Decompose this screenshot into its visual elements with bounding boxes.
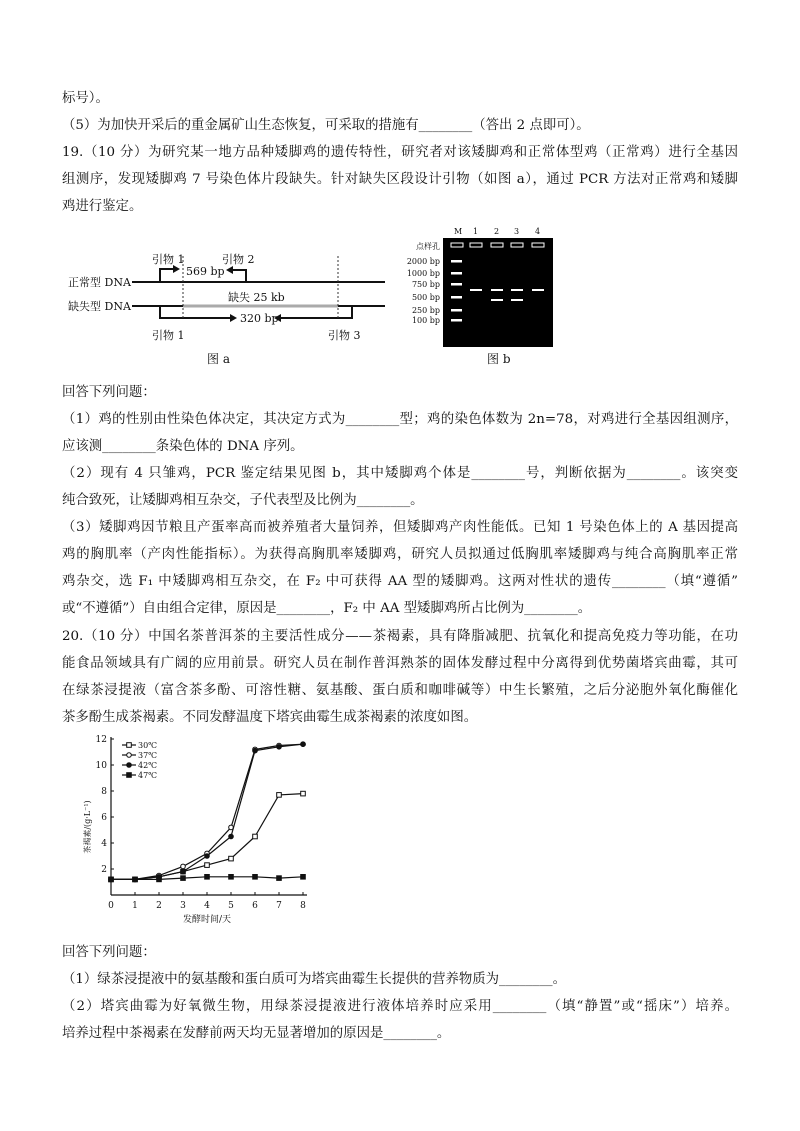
marker-band: [451, 319, 462, 322]
text-line: （3）矮脚鸡因节粮且产蛋率高而被养殖者大量饲养，但矮脚鸡产肉性能低。已知 1 号染色体上的 A 基因提高: [62, 520, 738, 535]
data-point: [205, 854, 210, 859]
marker-band: [451, 309, 462, 312]
x-tick-label: 6: [252, 901, 258, 911]
marker-size-label: 2000 bp: [406, 257, 440, 266]
data-point: [253, 875, 258, 880]
text-line: （5）为加快开采后的重金属矿山生态恢复，可采取的措施有________（答出 2 点即可）。: [62, 118, 590, 133]
x-tick-label: 0: [108, 901, 114, 911]
band-upper: [491, 289, 503, 291]
text-line: 回答下列问题：: [62, 385, 156, 400]
text-line: 在绿茶浸提液（富含茶多酚、可溶性糖、氨基酸、蛋白质和咖啡碱等）中生长繁殖，之后分泌胞外氧化酶催化: [62, 683, 738, 698]
text-line: 能食品领域具有广阔的应用前景。研究人员在制作普洱熟茶的固体发酵过程中分离得到优势菌塔宾曲霉，其可: [62, 656, 738, 671]
text-line: 茶多酚生成茶褐素。不同发酵温度下塔宾曲霉生成茶褐素的浓度如图。: [62, 710, 478, 725]
data-point: [133, 877, 138, 882]
x-tick-label: 4: [204, 901, 210, 911]
lane-label: 2: [494, 227, 500, 236]
primer1-top-label: 引物 1: [152, 253, 185, 266]
figure-b: [407, 227, 553, 366]
lane-label: 4: [535, 227, 541, 236]
data-point: [301, 742, 306, 747]
text-line: 鸡杂交，选 F₁ 中矮脚鸡相互杂交，在 F₂ 中可获得 AA 型的矮脚鸡。这两对性状的遗传________（填“遵循”: [62, 574, 738, 589]
data-point: [277, 793, 282, 798]
well-label: 点样孔: [416, 242, 440, 251]
x-tick-label: 5: [228, 901, 234, 911]
data-point: [253, 748, 258, 753]
marker-size-label: 100 bp: [411, 316, 440, 325]
y-tick-label: 2: [101, 865, 107, 875]
data-point: [181, 876, 186, 881]
data-point: [127, 753, 132, 758]
data-point: [301, 791, 306, 796]
gel: [443, 238, 553, 347]
lane-label: 3: [514, 227, 520, 236]
text-line: 20.（10 分）中国名茶普洱茶的主要活性成分——茶褐素，具有降脂减肥、抗氧化和提高免疫力等功能，在功: [62, 629, 738, 644]
data-point: [109, 877, 114, 882]
text-line: 应该测________条染色体的 DNA 序列。: [62, 439, 304, 454]
legend-label: 42℃: [138, 761, 158, 770]
marker-band: [451, 296, 462, 299]
figure-a: [0, 0, 800, 380]
data-point: [205, 875, 210, 880]
legend-label: 37℃: [138, 751, 158, 760]
text-line: 纯合致死，让矮脚鸡相互杂交，子代表型及比例为________。: [62, 493, 424, 508]
size-569-label: 569 bp: [186, 265, 225, 278]
marker-size-label: 250 bp: [411, 306, 440, 315]
data-point: [277, 745, 282, 750]
data-point: [229, 834, 234, 839]
data-point: [181, 864, 186, 869]
primer3-label: 引物 3: [328, 329, 361, 342]
primer1-bottom-arrow: [160, 306, 233, 318]
data-point: [181, 869, 186, 874]
marker-band: [451, 260, 462, 263]
data-point: [301, 875, 306, 880]
data-point: [157, 877, 162, 882]
text-line: （1）鸡的性别由性染色体决定，其决定方式为________型；鸡的染色体数为 2n=78，对鸡进行全基因组测序，: [62, 412, 738, 427]
primer2-label: 引物 2: [222, 253, 255, 266]
x-axis-label: 发酵时间/天: [182, 915, 232, 925]
marker-band: [451, 283, 462, 286]
text-line: 鸡的胸肌率（产肉性能指标）。为获得高胸肌率矮脚鸡，研究人员拟通过低胸肌率矮脚鸡与纯合高胸肌率正常: [62, 547, 738, 562]
data-point: [229, 856, 234, 861]
figure-b-caption: 图 b: [487, 352, 511, 366]
deletion-size-label: 缺失 25 kb: [228, 291, 285, 304]
text-line: 或“不遵循”）自由组合定律，原因是________，F₂ 中 AA 型矮脚鸡所占比例为________。: [62, 601, 592, 616]
primer3-arrow: [278, 306, 352, 318]
deletion-dna-label: 缺失型 DNA: [68, 300, 131, 313]
data-point: [127, 743, 132, 748]
x-tick-label: 2: [156, 901, 162, 911]
size-320-label: 320 bp: [240, 312, 279, 325]
legend-label: 47℃: [138, 771, 158, 780]
text-line: 19.（10 分）为研究某一地方品种矮脚鸡的遗传特性，研究者对该矮脚鸡和正常体型鸡（正常鸡）进行全基因: [62, 145, 738, 160]
y-tick-label: 4: [101, 839, 107, 849]
marker-size-label: 1000 bp: [406, 269, 440, 278]
marker-size-label: 500 bp: [411, 293, 440, 302]
band-lower: [491, 299, 503, 301]
x-tick-label: 8: [300, 901, 306, 911]
text-line: （2）现有 4 只雏鸡，PCR 鉴定结果见图 b，其中矮脚鸡个体是________号，判断依据为________。该突变: [62, 466, 738, 481]
band-upper: [470, 289, 482, 291]
text-line: （1）绿茶浸提液中的氨基酸和蛋白质可为塔宾曲霉生长提供的营养物质为________。: [62, 972, 566, 987]
text-line: （2）塔宾曲霉为好氧微生物，用绿茶浸提液进行液体培养时应采用________（填“静置”或“摇床”）培养。: [62, 999, 738, 1014]
y-axis-label: 茶褐素/(g·L⁻¹): [83, 800, 92, 854]
text-line: 标号）。: [62, 91, 109, 106]
figure-a-caption: 图 a: [207, 352, 230, 366]
text-line: 鸡进行鉴定。: [62, 199, 143, 214]
legend-label: 30℃: [138, 741, 158, 750]
x-tick-label: 7: [276, 901, 282, 911]
normal-dna-label: 正常型 DNA: [68, 276, 131, 289]
primer1-bottom-label: 引物 1: [152, 329, 185, 342]
data-point: [229, 875, 234, 880]
data-point: [277, 876, 282, 881]
y-tick-label: 10: [95, 761, 107, 771]
text-line: 组测序，发现矮脚鸡 7 号染色体片段缺失。针对缺失区段设计引物（如图 a），通过 PCR 方法对正常鸡和矮脚: [62, 172, 738, 187]
data-point: [253, 834, 258, 839]
marker-band: [451, 272, 462, 275]
band-upper: [532, 289, 544, 291]
text-line: 培养过程中茶褐素在发酵前两天均无显著增加的原因是________。: [62, 1026, 451, 1041]
y-tick-label: 6: [101, 813, 107, 823]
line-chart: [60, 725, 330, 930]
lane-label: M: [454, 227, 463, 236]
band-upper: [511, 289, 523, 291]
x-tick-label: 1: [132, 901, 138, 911]
data-point: [205, 863, 210, 868]
data-point: [127, 773, 132, 778]
marker-size-label: 750 bp: [411, 280, 440, 289]
x-tick-label: 3: [180, 901, 186, 911]
data-point: [127, 763, 132, 768]
text-line: 回答下列问题：: [62, 945, 156, 960]
y-tick-label: 12: [95, 735, 107, 745]
y-tick-label: 8: [101, 787, 107, 797]
lane-label: 1: [473, 227, 479, 236]
band-lower: [511, 299, 523, 301]
